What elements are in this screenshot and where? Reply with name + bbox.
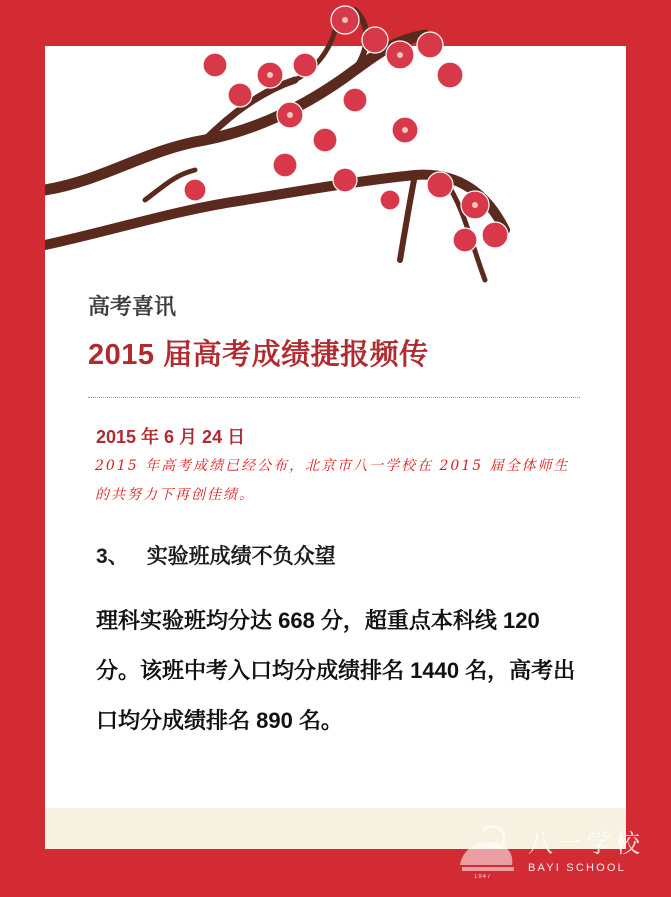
article-date: 2015 年 6 月 24 日 [96,427,246,447]
school-logo [452,820,652,890]
article-lede: 2015 年高考成绩已经公布，北京市八一学校在 2015 届全体师生的共努力下再创佳绩。 [95,458,570,503]
article-body: 理科实验班均分达 668 分，超重点本科线 120 分。该班中考入口均分成绩排名 1440 名，高考出口均分成绩排名 890 名。 [96,608,576,733]
section-title: 实验班成绩不负众望 [146,545,336,568]
article-headline: 2015 届高考成绩捷报频传 [88,339,429,371]
section-heading [96,540,336,570]
logo-year: 1947 [474,874,492,880]
logo-chinese-name: 八一学校 [528,829,645,858]
article-kicker: 高考喜讯 [88,294,177,319]
section-number: 3、 [96,545,129,568]
logo-english-name: BAYI SCHOOL [528,862,626,874]
dotted-divider [88,397,580,398]
school-emblem-icon [452,820,524,880]
